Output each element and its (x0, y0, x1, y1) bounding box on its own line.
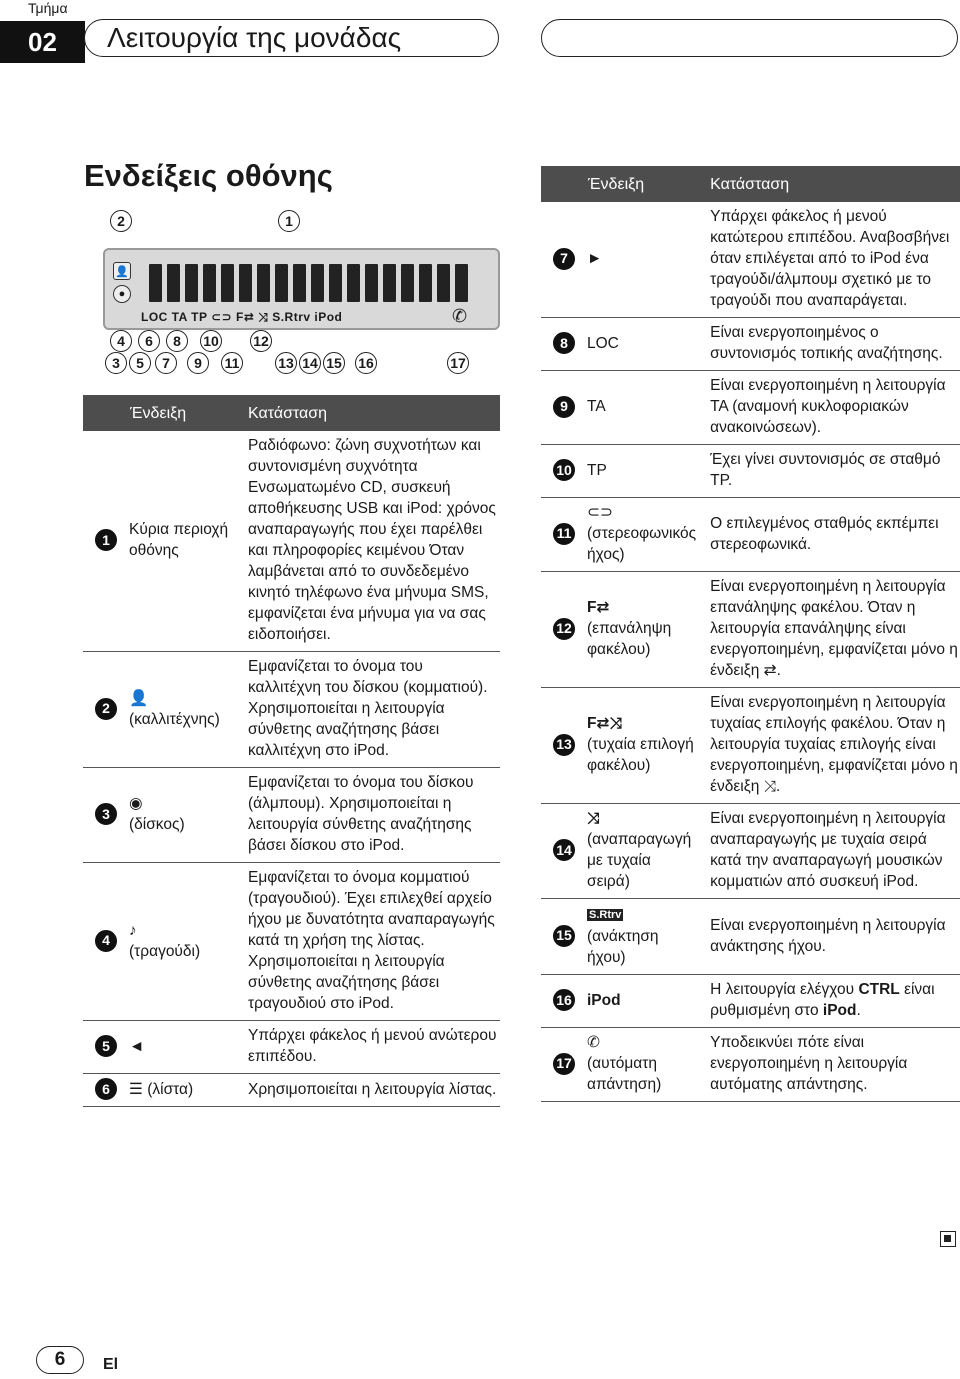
callout-17: 17 (447, 352, 469, 374)
table-row (83, 863, 500, 1021)
row-indicator: Κύρια περιοχή οθόνης (129, 431, 240, 652)
row-indicator: (τυχαία επιλογή φακέλου) (587, 736, 694, 774)
callout-4: 4 (110, 330, 132, 352)
callout-11: 11 (221, 352, 243, 374)
lcd-display (103, 248, 500, 330)
row-indicator: (λίστα) (147, 1080, 194, 1098)
row-status: Έχει γίνει συντονισμός σε σταθμό TP. (702, 445, 960, 498)
left-indicator-table (83, 395, 500, 1107)
row-status: Είναι ενεργοποιημένος ο συντονισμός τοπικής αναζήτησης. (702, 318, 960, 371)
callout-9: 9 (187, 352, 209, 374)
row-indicator: (τραγούδι) (129, 942, 201, 960)
row-status: Είναι ενεργοποιημένη η λειτουργία τυχαίας επιλογής φακέλου. Όταν η λειτουργία τυχαίας επιλογής είναι ενεργοποιημένη, εμφανίζεται μόνο η ένδειξη ⤨. (702, 688, 960, 804)
section-label: Τμήμα (28, 0, 68, 16)
left-header-status: Κατάσταση (240, 395, 500, 431)
callout-10: 10 (200, 330, 222, 352)
artist-icon: 👤 (113, 262, 131, 280)
chapter-title: Λειτουργία της μονάδας (84, 19, 499, 57)
row-number: 17 (553, 1053, 575, 1075)
header-blank-pill (541, 19, 958, 57)
language-code: El (103, 1356, 119, 1373)
folder-random-icon: F⇄⤨ (587, 715, 622, 732)
row-number: 5 (95, 1035, 117, 1057)
callout-1: 1 (278, 210, 300, 232)
row-indicator: (ανάκτηση ήχου) (587, 928, 659, 966)
folder-repeat-icon: F⇄ (587, 599, 610, 616)
row-number: 15 (553, 925, 575, 947)
row-number: 14 (553, 839, 575, 861)
row-number: 16 (553, 989, 575, 1011)
row-status: Εμφανίζεται το όνομα του δίσκου (άλμπουμ). Χρησιμοποιείται η λειτουργία σύνθετης αναζήτησης βάσει δίσκου στο iPod. (240, 768, 500, 863)
right-header-status: Κατάσταση (702, 166, 960, 202)
sound-retriever-icon: S.Rtrv (589, 909, 622, 921)
callout-7: 7 (155, 352, 177, 374)
end-of-section-mark (940, 1231, 956, 1247)
callout-8: 8 (166, 330, 188, 352)
callout-2: 2 (110, 210, 132, 232)
row-indicator: (αναπαραγωγή με τυχαία σειρά) (587, 831, 692, 890)
table-row (83, 652, 500, 768)
row-number: 12 (553, 618, 575, 640)
song-icon: ♪ (129, 921, 137, 939)
right-header-indicator: Ένδειξη (587, 166, 702, 202)
row-number: 8 (553, 332, 575, 354)
row-indicator: (δίσκος) (129, 816, 185, 833)
page-heading: Ενδείξεις οθόνης (84, 158, 333, 193)
callout-12: 12 (250, 330, 272, 352)
table-row (83, 1074, 500, 1107)
callout-14: 14 (299, 352, 321, 374)
row-number: 3 (95, 803, 117, 825)
table-row (541, 498, 960, 572)
row-number: 10 (553, 459, 575, 481)
table-row (541, 688, 960, 804)
row-status: Ο επιλεγμένος σταθμός εκπέμπει στερεοφωνικά. (702, 498, 960, 572)
row-number: 9 (553, 396, 575, 418)
row-indicator: LOC (587, 318, 702, 371)
shuffle-icon: ⤨ (587, 810, 600, 827)
list-icon: ☰ (129, 1080, 143, 1098)
lcd-indicator-row: LOC TA TP ⊂⊃ F⇄ ⤨ S.Rtrv iPod (141, 310, 343, 324)
row-number: 11 (553, 523, 575, 545)
callout-15: 15 (323, 352, 345, 374)
row-number: 2 (95, 698, 117, 720)
row-status: Εμφανίζεται το όνομα κομματιού (τραγουδιού). Έχει επιλεχθεί αρχείο ήχου με δυνατότητα αναπαραγωγής κατά τη χρήση της λίστας. Χρησιμοποιείται η λειτουργία σύνθετης αναζήτησης βάσει τραγουδιού στο iPod. (240, 863, 500, 1021)
row-indicator: TP (587, 445, 702, 498)
row-number: 4 (95, 930, 117, 952)
row-status: Είναι ενεργοποιημένη η λειτουργία επανάληψης φακέλου. Όταν η λειτουργία επανάληψης είναι ενεργοποιημένη, εμφανίζεται μόνο η ένδειξη ⇄. (702, 572, 960, 688)
table-row (541, 202, 960, 318)
row-status: Χρησιμοποιείται η λειτουργία λίστας. (240, 1074, 500, 1107)
row-indicator: (αυτόματη απάντηση) (587, 1055, 662, 1093)
right-arrow-icon: ► (587, 202, 702, 318)
row-indicator: iPod (587, 975, 702, 1028)
table-row (541, 371, 960, 445)
row-indicator: (επανάληψη φακέλου) (587, 620, 672, 658)
row-status: Ραδιόφωνο: ζώνη συχνοτήτων και συντονισμένη συχνότητα Ενσωματωμένο CD, συσκευή αποθήκευσης USB και iPod: χρόνος αναπαραγωγής που έχει παρέλθει και πληροφορίες κειμένου Όταν λαμβάνεται από το συνδεδεμένο κινητό τηλέφωνο ένα μήνυμα SMS, εμφανίζεται ένα μήνυμα για να σας ειδοποιήσει. (240, 431, 500, 652)
table-row (83, 431, 500, 652)
right-indicator-table (541, 166, 960, 1102)
table-row (541, 1028, 960, 1102)
callout-3: 3 (105, 352, 127, 374)
table-row (541, 975, 960, 1028)
row-number: 1 (95, 529, 117, 551)
row-status: Είναι ενεργοποιημένη η λειτουργία ανάκτησης ήχου. (702, 899, 960, 975)
section-number: 02 (0, 21, 85, 63)
row-status: Είναι ενεργοποιημένη η λειτουργία αναπαραγωγής με τυχαία σειρά κατά την αναπαραγωγή μουσικών κομματιών από συσκευή iPod. (702, 804, 960, 899)
row-status: Η λειτουργία ελέγχου CTRL είναι ρυθμισμένη στο iPod. (702, 975, 960, 1028)
disc-icon: ◉ (129, 795, 143, 812)
row-status: Υπάρχει φάκελος ή μενού ανώτερου επιπέδου. (240, 1021, 500, 1074)
phone-icon: ✆ (452, 306, 468, 326)
table-row (541, 804, 960, 899)
callout-5: 5 (129, 352, 151, 374)
left-header-indicator: Ένδειξη (129, 395, 240, 431)
row-status: Υποδεικνύει πότε είναι ενεργοποιημένη η λειτουργία αυτόματης απάντησης. (702, 1028, 960, 1102)
callout-13: 13 (275, 352, 297, 374)
table-row (541, 899, 960, 975)
phone-icon: ✆ (587, 1034, 600, 1051)
artist-icon: 👤 (129, 689, 149, 707)
table-row (83, 1021, 500, 1074)
callout-6: 6 (138, 330, 160, 352)
row-status: Είναι ενεργοποιημένη η λειτουργία TA (αναμονή κυκλοφοριακών ανακοινώσεων). (702, 371, 960, 445)
row-status: Εμφανίζεται το όνομα του καλλιτέχνη του δίσκου (κομματιού). Χρησιμοποιείται η λειτουργία σύνθετης αναζήτησης βάσει καλλιτέχνη στο iPod. (240, 652, 500, 768)
row-number: 13 (553, 734, 575, 756)
stereo-icon: ⊂⊃ (587, 504, 613, 521)
page-number: 6 (36, 1346, 84, 1374)
row-indicator: (στερεοφωνικός ήχος) (587, 525, 697, 563)
callout-16: 16 (355, 352, 377, 374)
table-row (541, 572, 960, 688)
row-status: Υπάρχει φάκελος ή μενού κατώτερου επιπέδου. Αναβοσβήνει όταν επιλέγεται από το iPod ένα τραγούδι/άλμπουμ σχετικό με το τραγούδι που αναπαράγεται. (702, 202, 960, 318)
row-indicator: (καλλιτέχνης) (129, 710, 220, 728)
row-indicator: TA (587, 371, 702, 445)
row-number: 7 (553, 248, 575, 270)
table-row (83, 768, 500, 863)
disc-icon: ● (113, 285, 131, 303)
row-number: 6 (95, 1078, 117, 1100)
table-row (541, 318, 960, 371)
table-row (541, 445, 960, 498)
left-arrow-icon: ◄ (129, 1021, 240, 1074)
